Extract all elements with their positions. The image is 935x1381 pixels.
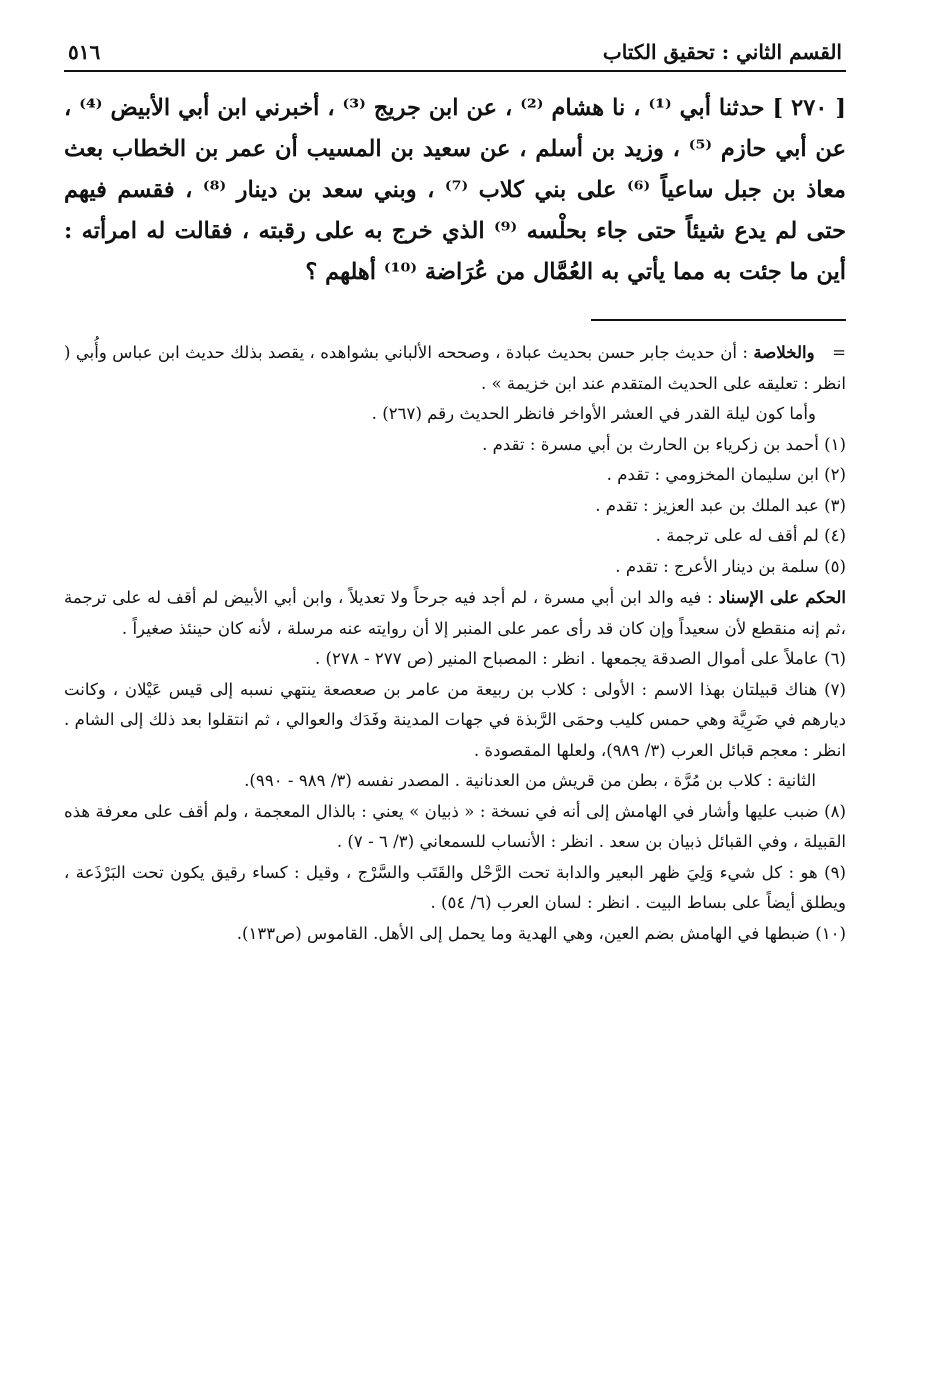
hukm-label: الحكم على الإسناد	[718, 587, 846, 607]
footnote-3: (٣) عبد الملك بن عبد العزيز : تقدم .	[595, 495, 846, 515]
book-page	[64, 40, 846, 949]
footnote-2: (٢) ابن سليمان المخزومي : تقدم .	[606, 465, 846, 484]
hukm-text: : فيه والد ابن أبي مسرة ، لم أجد فيه جرحاً ولا تعديلاً ، وابن أبي الأبيض لم أقف له على ترجمة ،ثم إنه منقطع لأن سعيداً وإن كان قد رأى عمر على المنبر إلا أن روايته عنه مرسلة ، لأنه كان حينئذ صغيراً .	[64, 588, 846, 638]
footnote-5: (٥) سلمة بن دينار الأعرج : تقدم .	[615, 556, 846, 576]
page-header	[64, 40, 846, 68]
footnote-6: (٦) عاملاً على أموال الصدقة يجمعها . انظر : المصباح المنير (ص ٢٧٧ - ٢٧٨) .	[314, 649, 846, 668]
footnote-7: (٧) هناك قبيلتان بهذا الاسم : الأولى : كلاب بن ربيعة من عامر بن صعصعة ينتهي نسبه إلى قيس عَيْلان ، وكانت ديارهم في ضَرِيَّة وهي حمس كليب وحمَى الرَّبذة في جهات المدينة وفَدَك والعوالي ، ثم انتقلوا بعد ذلك إلى الشام . انظر : معجم قبائل العرب (٣/ ٩٨٩)، ولعلها المقصودة .	[64, 679, 846, 760]
page-number: ٥١٦	[68, 40, 101, 64]
khulasa-text: : أن حديث جابر حسن بحديث عبادة ، وصححه الألباني بشواهده ، يقصد بذلك حديث ابن عباس وأُبي ( انظر : تعليقه على الحديث المتقدم عند ابن خزيمة » .	[64, 343, 846, 393]
footnote-9: (٩) هو : كل شيء وَلِيَ ظهر البعير والدابة تحت الرَّحْل والقَتَب والسَّرْج ، وقيل : كساء رقيق يكون تحت البَرْذَعة ، ويطلق أيضاً على بساط البيت . انظر : لسان العرب (٦/ ٥٤) .	[64, 862, 846, 912]
khulasa-paragraph	[64, 337, 846, 399]
khulasa-paragraph-2: وأما كون ليلة القدر في العشر الأواخر فانظر الحديث رقم (٢٦٧) .	[371, 404, 816, 423]
hadith-text: [ ٢٧٠ ] حدثنا أبي ⁽¹⁾ ، نا هشام ⁽²⁾ ، عن ابن جريج ⁽³⁾ ، أخبرني ابن أبي الأبيض ⁽⁴⁾ ، عن أبي حازم ⁽⁵⁾ ، وزيد بن أسلم ، عن سعيد بن المسيب أن عمر بن الخطاب بعث معاذ بن جبل ساعياً ⁽⁶⁾ على بني كلاب ⁽⁷⁾ ، وبني سعد بن دينار ⁽⁸⁾ ، فقسم فيهم حتى لم يدع شيئاً حتى جاء بحلْسه ⁽⁹⁾ الذي خرج به على رقبته ، فقالت له امرأته : أين ما جئت به مما يأتي به العُمَّال من عُرَاضة ⁽¹⁰⁾ أهلهم ؟	[64, 95, 847, 285]
header-rule	[64, 70, 846, 72]
hukm-paragraph	[64, 582, 846, 644]
khulasa-label: والخلاصة	[753, 342, 815, 362]
section-title: القسم الثاني : تحقيق الكتاب	[602, 40, 842, 64]
footnote-1: (١) أحمد بن زكرياء بن الحارث بن أبي مسرة : تقدم .	[482, 434, 846, 454]
footnote-10: (١٠) ضبطها في الهامش بضم العين، وهي الهدية وما يحمل إلى الأهل. القاموس (ص١٣٣).	[236, 923, 846, 943]
footnote-8: (٨) ضبب عليها وأشار في الهامش إلى أنه في نسخة : « ذبيان » يعني : بالذال المعجمة ، ولم أقف على معرفة هذه القبيلة ، وفي القبائل ذبيان بن سعد . انظر : الأنساب للسمعاني (٣/ ٦ - ٧) .	[64, 801, 846, 851]
footnote-7-second: الثانية : كلاب بن مُرَّة ، بطن من قريش من العدنانية . المصدر نفسه (٣/ ٩٨٩ - ٩٩٠).	[244, 771, 816, 790]
footnotes	[64, 337, 846, 949]
footnote-4: (٤) لم أقف له على ترجمة .	[655, 526, 846, 545]
footnote-separator	[591, 319, 846, 321]
continuation-mark: =	[832, 343, 846, 362]
